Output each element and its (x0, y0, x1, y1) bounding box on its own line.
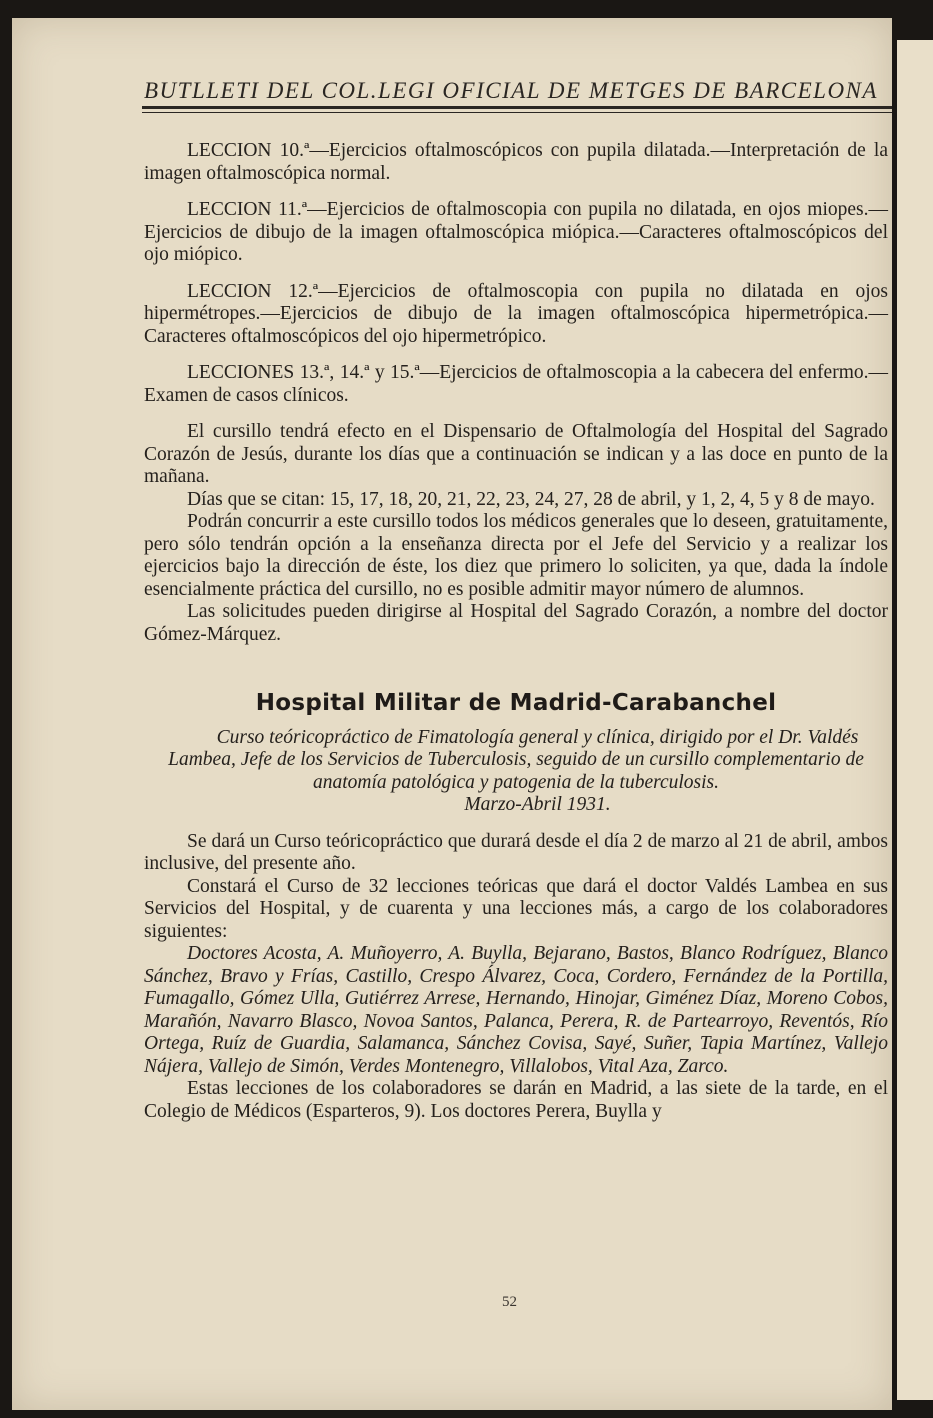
section-heading: Hospital Militar de Madrid-Carabanchel (255, 690, 777, 716)
document-page (12, 18, 892, 1410)
course-eligibility: Podrán concurrir a este cursillo todos los médicos generales que lo deseen, gratuitamente, pero sólo tendrán opción a la enseñanza directa por el Jefe del Servicio y a realizar los ejercicios bajo la dirección de éste, los diez que primero lo soliciten, ya que, dada la índole esencialmente práctica del cursillo, no es posible admitir mayor número de alumnos. (144, 511, 888, 600)
lesson-12: LECCION 12.ª—Ejercicios de oftalmoscopia con pupila no dilatada en ojos hipermétropes.—Ejercicios de dibujo de la imagen oftalmoscópica hipermetrópica.—Caracteres oftalmoscópicos del ojo hipermetrópico. (144, 280, 888, 347)
course-duration: Se dará un Curso teóricopráctico que durará desde el día 2 de marzo al 21 de abril, ambos inclusive, del presente año. (144, 830, 888, 874)
collaborators-location: Estas lecciones de los colaboradores se darán en Madrid, a las siete de la tarde, en el Colegio de Médicos (Esparteros, 9). Los doctores Perera, Buylla y (144, 1078, 888, 1122)
course-dates: Días que se citan: 15, 17, 18, 20, 21, 22, 23, 24, 27, 28 de abril, y 1, 2, 4, 5 y 8 de mayo. (187, 488, 875, 510)
header-rule-thin (142, 112, 892, 113)
journal-header: BUTLLETI DEL COL.LEGI OFICIAL DE METGES DE BARCELONA (144, 78, 878, 103)
lesson-10: LECCION 10.ª—Ejercicios oftalmoscópicos con pupila dilatada.—Interpretación de la imagen oftalmoscópica normal. (144, 140, 888, 184)
header-rule-thick (142, 106, 892, 109)
lesson-11: LECCION 11.ª—Ejercicios de oftalmoscopia con pupila no dilatada, en ojos miopes.—Ejercicios de dibujo de la imagen oftalmoscópica miópica.—Caracteres oftalmoscópicos del ojo miópico. (144, 199, 888, 265)
article-body (144, 140, 888, 1123)
section-date: Marzo-Abril 1931. (464, 794, 611, 815)
course-applications: Las solicitudes pueden dirigirse al Hospital del Sagrado Corazón, a nombre del doctor Gómez-Márquez. (144, 601, 888, 645)
course-structure: Constará el Curso de 32 lecciones teóricas que dará el doctor Valdés Lambea en sus Servicios del Hospital, y de cuarenta y una lecciones más, a cargo de los colaboradores siguientes: (144, 875, 888, 942)
adjacent-page-edge (897, 40, 933, 1400)
section-subtitle: Curso teóricopráctico de Fimatología general y clínica, dirigido por el Dr. Valdés Lambea, Jefe de los Servicios de Tuberculosis, seguido de un cursillo complementario de anatomía patológica y patogenia de la tuberculosis. (168, 726, 864, 793)
collaborators-list: Doctores Acosta, A. Muñoyerro, A. Buylla, Bejarano, Bastos, Blanco Rodríguez, Blanco Sánchez, Bravo y Frías, Castillo, Crespo Álvarez, Coca, Cordero, Fernández de la Portilla, Fumagallo, Gómez Ulla, Gutiérrez Arrese, Hernando, Hinojar, Giménez Díaz, Moreno Cobos, Marañón, Navarro Blasco, Novoa Santos, Palanca, Perera, R. de Partearroyo, Reventós, Río Ortega, Ruíz de Guardia, Salamanca, Sánchez Covisa, Sayé, Suñer, Tapia Martínez, Vallejo Nájera, Vallejo de Simón, Verdes Montenegro, Villalobos, Vital Aza, Zarco. (144, 943, 888, 1077)
course-location: El cursillo tendrá efecto en el Dispensario de Oftalmología del Hospital del Sagrado Corazón de Jesús, durante los días que a continuación se indican y a las doce en punto de la mañana. (144, 421, 888, 487)
lessons-13-15: LECCIONES 13.ª, 14.ª y 15.ª—Ejercicios de oftalmoscopia a la cabecera del enfermo.—Examen de casos clínicos. (144, 362, 888, 406)
page-number: 52 (502, 1294, 517, 1310)
